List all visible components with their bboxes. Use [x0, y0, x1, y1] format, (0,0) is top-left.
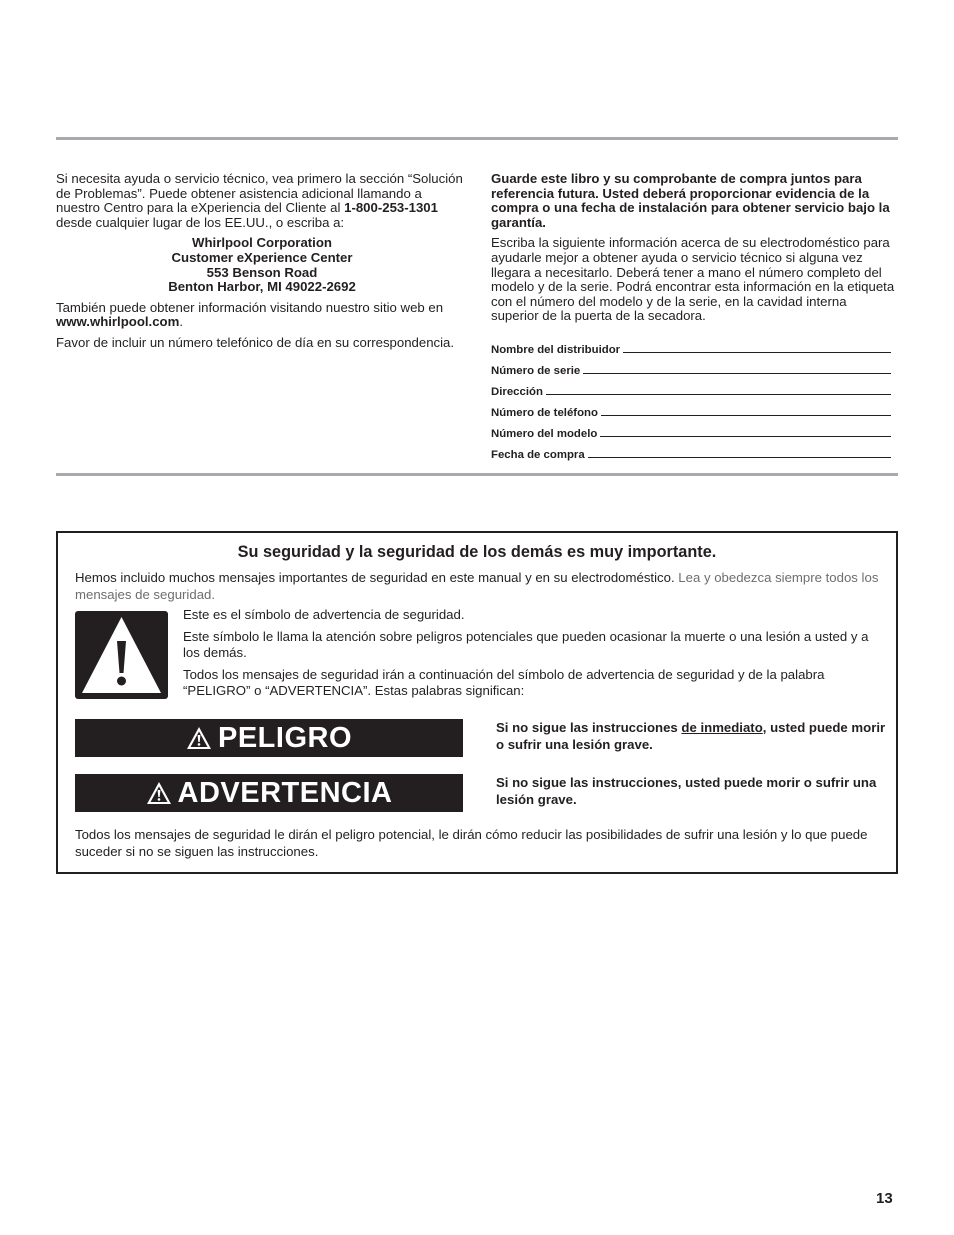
field-line: [601, 406, 891, 416]
danger-desc-text: Si no sigue las instrucciones: [496, 720, 682, 735]
form-row-purchase-date: [491, 440, 891, 461]
address-line: 553 Benson Road: [206, 264, 318, 280]
field-line: [583, 364, 891, 374]
warning-word: ADVERTENCIA: [177, 776, 393, 809]
form-row-address: [491, 377, 891, 398]
website-note: [56, 301, 468, 330]
website-note-end: .: [179, 314, 184, 330]
address-line: Customer eXperience Center: [171, 249, 353, 265]
service-intro: [56, 172, 468, 230]
form-row-serial: [491, 356, 891, 377]
danger-banner: [75, 719, 463, 757]
field-line: [588, 448, 891, 458]
service-intro-text: Si necesita ayuda o servicio técnico, vea primero la sección “Solución de Problemas”. Puede obtener asistencia adicional llamando a nuestro Centro para la eXperiencia del Cliente al: [56, 171, 463, 216]
safety-intro-text: Hemos incluido muchos mensajes importantes de seguridad en este manual y en su electrodoméstico.: [75, 570, 679, 585]
address-line: Benton Harbor, MI 49022-2692: [168, 279, 356, 295]
bottom-divider: [56, 473, 898, 476]
alert-triangle-icon: [186, 726, 212, 750]
alert-triangle-icon: [146, 781, 172, 805]
danger-word: PELIGRO: [217, 721, 352, 754]
symbol-text-1: Este es el símbolo de advertencia de seguridad.: [183, 607, 465, 622]
safety-intro: [75, 570, 885, 603]
form-row-dealer: [491, 335, 891, 356]
field-label: Nombre del distribuidor: [491, 344, 621, 356]
symbol-text-3: Todos los mensajes de seguridad irán a continuación del símbolo de advertencia de seguridad y de la palabra “PELIGRO” o “ADVERTENCIA”. Estas palabras significan:: [183, 666, 825, 698]
warning-banner: [75, 774, 463, 812]
phone-note: Favor de incluir un número telefónico de día en su correspondencia.: [56, 334, 455, 350]
form-row-phone: [491, 398, 891, 419]
service-section: [56, 172, 468, 357]
form-row-model: [491, 419, 891, 440]
safety-box: [56, 531, 898, 874]
keep-receipt-note: Guarde este libro y su comprobante de compra juntos para referencia futura. Usted deberá proporcionar evidencia de la compra o una fecha de instalación para obtener servicio bajo la garantía.: [491, 171, 890, 230]
field-line: [623, 343, 891, 353]
website-note-text: También puede obtener información visitando nuestro sitio web en: [56, 299, 444, 315]
records-section: [491, 172, 896, 330]
top-divider: [56, 137, 898, 140]
service-phone: 1-800-253-1301: [344, 200, 438, 216]
danger-description: [496, 720, 886, 753]
field-label: Número de teléfono: [491, 407, 598, 419]
warning-description: Si no sigue las instrucciones, usted puede morir o sufrir una lesión grave.: [496, 775, 877, 807]
field-line: [600, 427, 891, 437]
field-line: [546, 385, 891, 395]
mailing-address: [56, 236, 468, 294]
field-label: Fecha de compra: [491, 449, 585, 461]
danger-desc-text-2: , usted puede morir o sufrir una lesión grave.: [496, 720, 886, 752]
field-label: Número de serie: [491, 365, 581, 377]
safety-alert-symbol-icon: [75, 611, 168, 699]
field-label: Número del modelo: [491, 428, 598, 440]
safety-title: Su seguridad y la seguridad de los demás es muy importante.: [237, 543, 717, 561]
danger-desc-underlined: de inmediato: [681, 720, 763, 735]
field-label: Dirección: [491, 386, 543, 398]
record-form: [491, 335, 891, 461]
safety-intro-emphasis: Lea y obedezca siempre todos los mensajes de seguridad.: [75, 570, 879, 602]
page-number: 13: [876, 1190, 893, 1207]
write-info-note: Escriba la siguiente información acerca de su electrodoméstico para ayudarle mejor a obtener ayuda o servicio técnico si alguna vez llegara a necesitarlo. Deberá tener a mano el número completo del modelo y de la serie. Podrá encontrar esta información en la etiqueta con el número del modelo y de la serie, en la cavidad interna superior de la puerta de la secadora.: [491, 235, 895, 324]
symbol-explanation: [183, 607, 883, 705]
safety-closing: Todos los mensajes de seguridad le dirán el peligro potencial, le dirán cómo reducir las posibilidades de sufrir una lesión y lo que puede suceder si no se siguen las instrucciones.: [75, 827, 868, 859]
service-intro-text-2: desde cualquier lugar de los EE.UU., o escriba a:: [56, 214, 345, 230]
address-line: Whirlpool Corporation: [192, 235, 332, 251]
symbol-text-2: Este símbolo le llama la atención sobre peligros potenciales que pueden ocasionar la muerte o una lesión a usted y a los demás.: [183, 628, 869, 660]
website-url: www.whirlpool.com: [56, 314, 180, 330]
